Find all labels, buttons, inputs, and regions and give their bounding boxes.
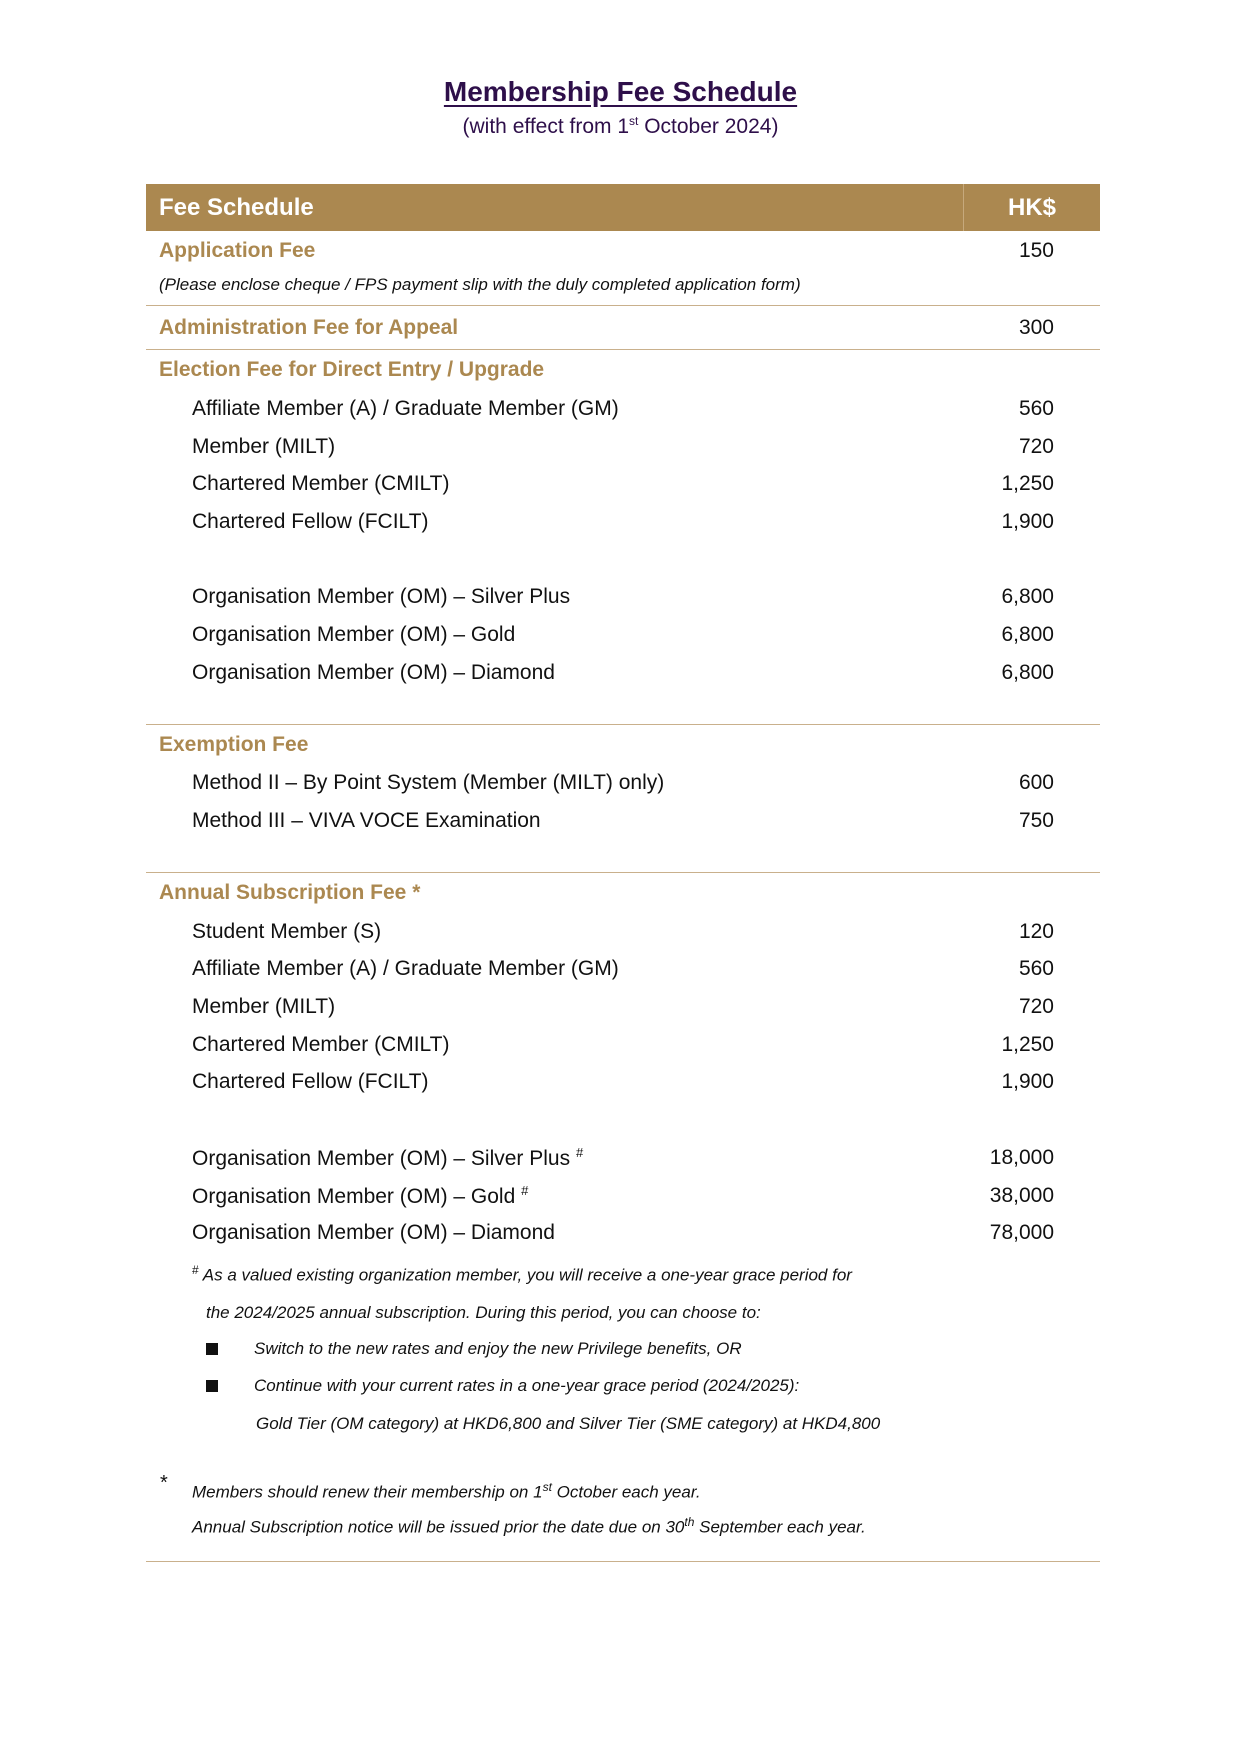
star-line2-prefix: Annual Subscription notice will be issued prior the date due on 30 <box>192 1518 685 1538</box>
row-amount: 720 <box>1018 434 1054 458</box>
annual-fee-title: Annual Subscription Fee * <box>159 880 421 904</box>
section-application-fee <box>146 231 1100 306</box>
hash-note <box>146 1252 1100 1331</box>
hash-note-line1 <box>192 1252 1100 1294</box>
table-row <box>146 616 1100 654</box>
row-label: Method II – By Point System (Member (MILT) only) <box>192 771 665 795</box>
section-exemption-fee <box>146 725 1100 873</box>
table-row <box>146 988 1100 1026</box>
appeal-fee-title: Administration Fee for Appeal <box>159 315 459 339</box>
section-election-fee <box>146 350 1100 725</box>
table-row <box>146 951 1100 989</box>
application-fee-title: Application Fee <box>159 239 316 262</box>
row-amount: 18,000 <box>989 1145 1054 1169</box>
subtitle-sup: st <box>629 114 639 129</box>
row-amount: 560 <box>1018 957 1054 981</box>
annual-fee-header <box>146 873 1100 913</box>
election-fee-header <box>146 350 1100 390</box>
row-label-wrap <box>192 1183 528 1209</box>
hash-note-text1: As a valued existing organization member, you will receive a one-year grace period for <box>202 1265 852 1285</box>
bullet-text: Switch to the new rates and enjoy the new Privilege benefits, OR <box>254 1339 742 1359</box>
election-fee-title: Election Fee for Direct Entry / Upgrade <box>159 358 545 381</box>
row-amount: 1,250 <box>1001 472 1054 496</box>
section-annual-subscription <box>146 873 1100 1562</box>
row-label: Chartered Member (CMILT) <box>192 1032 450 1056</box>
spacer <box>146 1101 1100 1139</box>
row-amount: 750 <box>1018 809 1054 833</box>
star-line1-suffix: October each year. <box>551 1482 701 1502</box>
bullet-continuation: Gold Tier (OM category) at HKD6,800 and Silver Tier (SME category) at HKD4,800 <box>256 1413 881 1433</box>
star-note-line1 <box>192 1472 866 1508</box>
table-row <box>146 1139 1100 1177</box>
spacer <box>146 541 1100 579</box>
exemption-fee-header <box>146 725 1100 765</box>
row-label: Organisation Member (OM) – Diamond <box>192 1221 555 1245</box>
table-row <box>146 503 1100 541</box>
row-amount: 1,900 <box>1001 1070 1054 1094</box>
row-amount: 600 <box>1018 771 1054 795</box>
row-label: Student Member (S) <box>192 919 382 943</box>
row-label-wrap <box>192 1145 583 1171</box>
table-row <box>146 465 1100 503</box>
star-note-text <box>192 1472 866 1543</box>
row-label: Organisation Member (OM) – Gold <box>192 1184 516 1208</box>
appeal-fee-amount: 300 <box>1018 315 1054 339</box>
section-appeal-fee <box>146 306 1100 350</box>
row-label: Affiliate Member (A) / Graduate Member (GM) <box>192 396 619 420</box>
hash-note-line2: the 2024/2025 annual subscription. During this period, you can choose to: <box>206 1302 761 1322</box>
application-fee-row <box>146 231 1100 271</box>
table-row <box>146 913 1100 951</box>
hash-mark: # <box>521 1182 529 1198</box>
row-amount: 6,800 <box>1001 660 1054 684</box>
asterisk-mark: * <box>160 1471 168 1494</box>
row-amount: 1,900 <box>1001 509 1054 533</box>
page-subtitle <box>0 114 1241 139</box>
row-label: Member (MILT) <box>192 434 336 458</box>
table-header <box>146 184 1100 231</box>
row-label: Organisation Member (OM) – Silver Plus <box>192 585 571 609</box>
header-fee-schedule: Fee Schedule <box>159 193 314 221</box>
table-row <box>146 428 1100 466</box>
row-amount: 120 <box>1018 919 1054 943</box>
row-label: Chartered Fellow (FCILT) <box>192 509 429 533</box>
square-bullet-icon <box>206 1380 218 1392</box>
fee-table <box>146 184 1100 1562</box>
row-label: Chartered Fellow (FCILT) <box>192 1070 429 1094</box>
row-amount: 720 <box>1018 995 1054 1019</box>
row-label: Organisation Member (OM) – Gold <box>192 622 516 646</box>
bullet-item <box>146 1368 1100 1405</box>
square-bullet-icon <box>206 1343 218 1355</box>
star-line2-sup: th <box>684 1515 695 1530</box>
row-amount: 1,250 <box>1001 1032 1054 1056</box>
table-row <box>146 1177 1100 1215</box>
application-fee-amount: 150 <box>1018 239 1054 262</box>
exemption-fee-title: Exemption Fee <box>159 732 309 756</box>
star-line1-sup: st <box>542 1479 552 1494</box>
table-row <box>146 1214 1100 1252</box>
subtitle-prefix: (with effect from 1 <box>462 115 630 139</box>
row-label: Chartered Member (CMILT) <box>192 472 450 496</box>
star-line2-suffix: September each year. <box>694 1518 866 1538</box>
row-label: Method III – VIVA VOCE Examination <box>192 809 541 833</box>
table-row <box>146 654 1100 692</box>
table-row <box>146 1026 1100 1064</box>
application-fee-note: (Please enclose cheque / FPS payment slip with the duly completed application form) <box>159 275 801 294</box>
table-row <box>146 802 1100 840</box>
table-row <box>146 578 1100 616</box>
bullet-item <box>146 1331 1100 1368</box>
appeal-fee-row <box>146 306 1100 349</box>
row-amount: 6,800 <box>1001 585 1054 609</box>
hash-note-mark: # <box>192 1263 199 1278</box>
table-row <box>146 390 1100 428</box>
title-block <box>0 74 1241 139</box>
page-title: Membership Fee Schedule <box>443 76 798 107</box>
row-label: Affiliate Member (A) / Graduate Member (GM) <box>192 957 619 981</box>
star-note <box>146 1442 1100 1561</box>
star-note-line2 <box>192 1507 866 1543</box>
bullet-text: Continue with your current rates in a one-year grace period (2024/2025): <box>254 1376 800 1396</box>
table-row <box>146 765 1100 803</box>
row-amount: 78,000 <box>989 1221 1054 1245</box>
table-row <box>146 1064 1100 1102</box>
star-line1-prefix: Members should renew their membership on 1 <box>192 1482 543 1502</box>
row-label: Organisation Member (OM) – Diamond <box>192 660 555 684</box>
header-currency: HK$ <box>963 184 1100 231</box>
row-amount: 560 <box>1018 396 1054 420</box>
row-amount: 6,800 <box>1001 622 1054 646</box>
hash-mark: # <box>575 1144 584 1160</box>
subtitle-suffix: October 2024) <box>638 115 779 139</box>
row-label: Member (MILT) <box>192 995 336 1019</box>
row-label: Organisation Member (OM) – Silver Plus <box>192 1146 571 1170</box>
row-amount: 38,000 <box>989 1183 1054 1207</box>
